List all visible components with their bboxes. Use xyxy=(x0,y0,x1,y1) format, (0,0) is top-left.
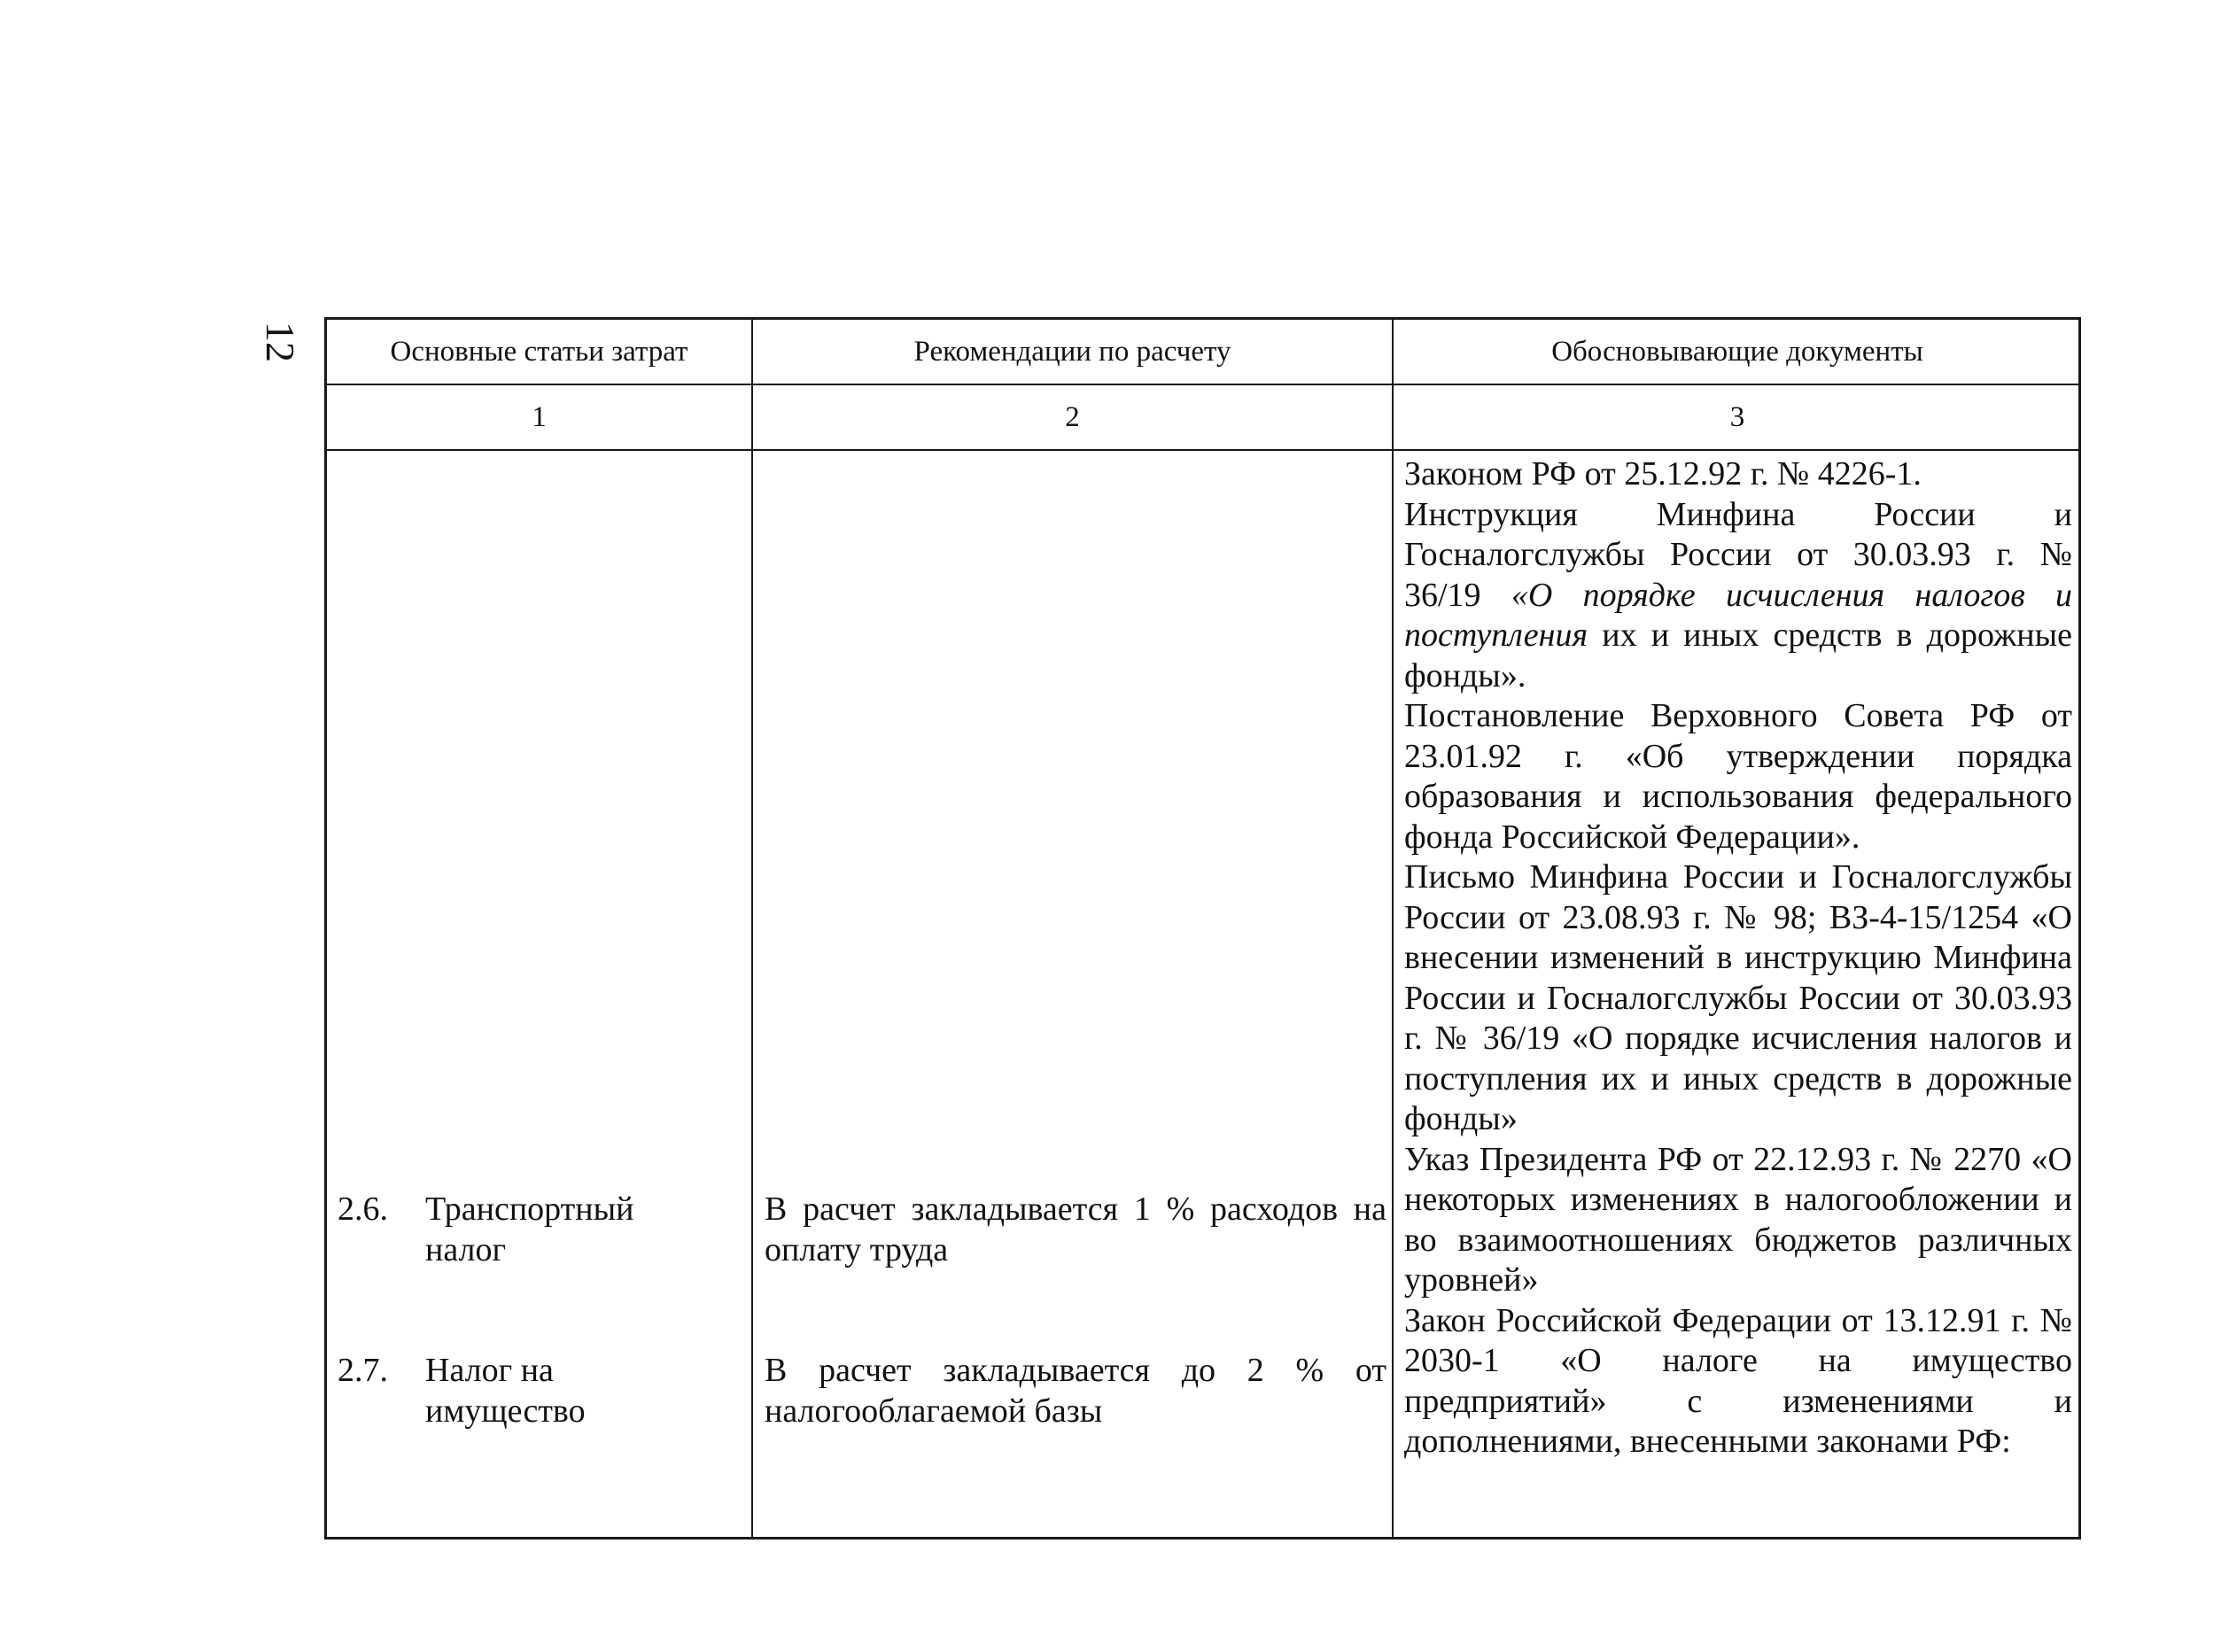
row-divider xyxy=(327,449,2078,451)
item-recommendation: В расчет закладывается 1 % расходов на оплату труда xyxy=(765,1191,1386,1268)
column-number-3: 3 xyxy=(1729,400,1745,433)
item-title: Транспортный налог xyxy=(425,1191,634,1268)
document-paragraph: Постановление Верховного Совета РФ от 23.01.92 г. «Об утверждении порядка образования и использования федерального фонда Российской Федерации». xyxy=(1404,697,2072,856)
document-paragraph: Закон Российской Федерации от 13.12.91 г. № 2030-1 «О налоге на имущество предприятий» с изменениями и дополнениями, внесенными законами РФ: xyxy=(1404,1301,2072,1460)
item-recommendation: В расчет закладывается до 2 % от налогооблагаемой базы xyxy=(765,1352,1386,1430)
document-paragraph: Указ Президента РФ от 22.12.93 г. № 2270 «О некоторых изменениях в налогообложении и во взаимоотношениях бюджетов различных уровней» xyxy=(1404,1140,2072,1299)
header-documents: Обосновывающие документы xyxy=(1551,335,1923,368)
column-number-2: 2 xyxy=(1065,400,1080,433)
header-recommendations: Рекомендации по расчету xyxy=(913,335,1231,368)
document-text: Инструкция Минфина России и Госналогслужбы России от 30.03.93 г. № 36/19 xyxy=(1404,495,2072,614)
item-number: 2.6. xyxy=(338,1191,388,1228)
document-title-italic: «О порядке исчисления налогов и поступления xyxy=(1404,576,2072,654)
document-paragraph: Письмо Минфина России и Госналогслужбы России от 23.08.93 г. № 98; ВЗ-4-15/1254 «О внесении изменений в инструкцию Минфина России и Госналогслужбы России от 30.03.93 г. № 36/19 «О порядке исчисления налогов и поступления их и иных средств в дорожные фонды» xyxy=(1404,858,2072,1137)
header-cost-items: Основные статьи затрат xyxy=(390,335,688,368)
column-number-1: 1 xyxy=(532,400,547,433)
document-paragraph: Законом РФ от 25.12.92 г. № 4226-1. xyxy=(1404,455,1922,492)
document-text: их и иных средств в дорожные фонды». xyxy=(1404,617,2072,694)
item-number: 2.7. xyxy=(338,1352,388,1389)
page-number: 12 xyxy=(258,322,303,362)
document-paragraph xyxy=(1404,495,2072,697)
item-title: Налог на имущество xyxy=(425,1352,586,1430)
cost-items-table xyxy=(324,317,2081,1540)
column-divider xyxy=(1392,320,1394,1537)
column-divider xyxy=(751,320,753,1537)
documents-column xyxy=(1404,454,2072,1462)
